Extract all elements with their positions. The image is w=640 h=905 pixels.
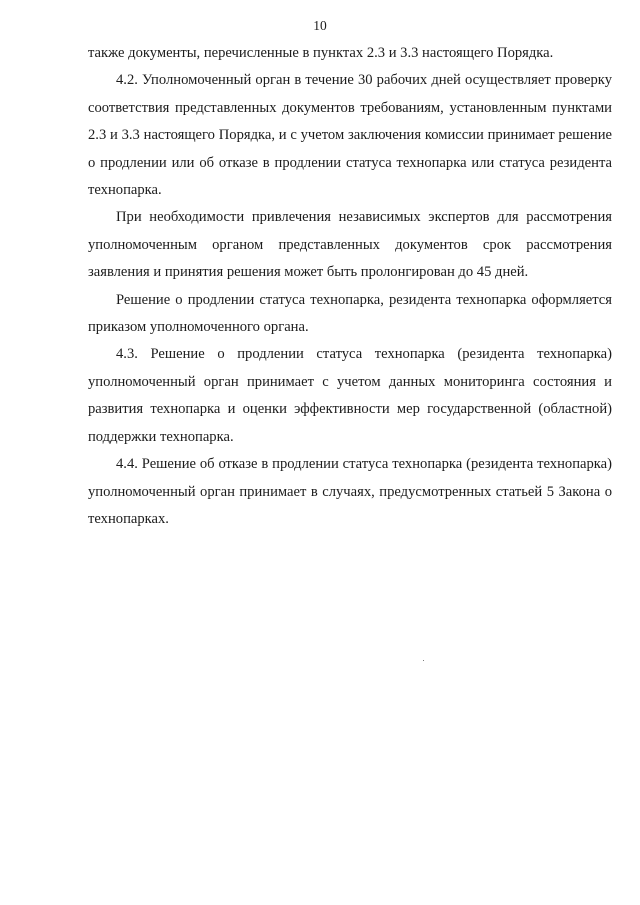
paragraph-4-4: 4.4. Решение об отказе в продлении статуса технопарка (резидента технопарка) уполномоченный орган принимает в случаях, предусмотренных статьей 5 Закона о технопарках. [88, 456, 612, 527]
paragraph-continuation: также документы, перечисленные в пунктах 2.3 и 3.3 настоящего Порядка. [88, 45, 554, 61]
page-number: 10 [313, 18, 327, 33]
paragraph-experts: При необходимости привлечения независимых экспертов для рассмотрения уполномоченным органом представленных документов срок рассмотрения заявления и принятия решения может быть пролонгирован до 45 дней. [88, 209, 612, 281]
paragraph-order: Решение о продлении статуса технопарка, резидента технопарка оформляется приказом уполномоченного органа. [88, 291, 612, 336]
paragraph-4-3: 4.3. Решение о продлении статуса технопарка (резидента технопарка) уполномоченный орган принимает с учетом данных мониторинга состояния и развития технопарка и оценки эффективности мер государственной (областной) поддержки технопарка. [88, 346, 612, 445]
scan-speck [423, 660, 424, 661]
paragraph-4-2: 4.2. Уполномоченный орган в течение 30 рабочих дней осуществляет проверку соответствия представленных документов требованиям, установленным пунктами 2.3 и 3.3 настоящего Порядка, и с учетом заключения комиссии принимает решение о продлении или об отказе в продлении статуса технопарка или статуса резидента технопарка. [88, 72, 612, 199]
document-body [88, 40, 612, 533]
